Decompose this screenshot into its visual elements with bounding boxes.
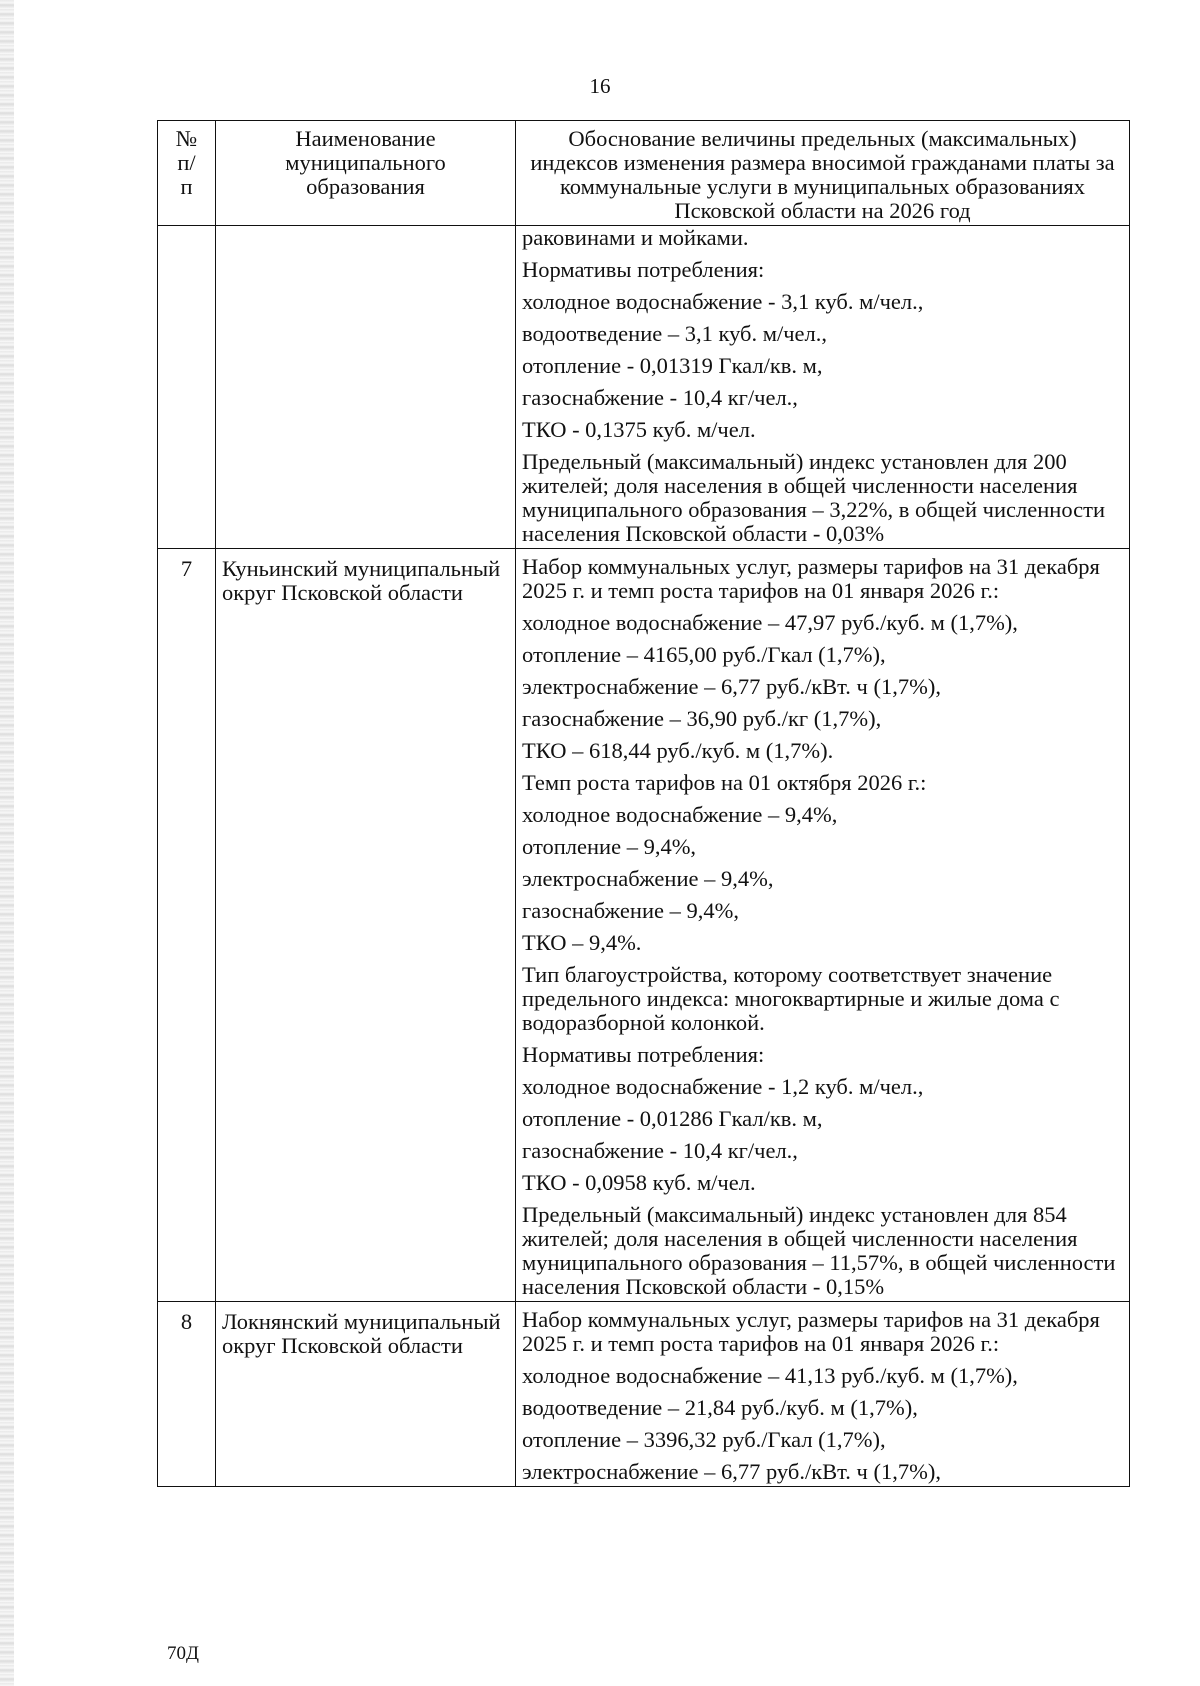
text-line: холодное водоснабжение – 9,4%, — [522, 802, 838, 827]
header-name: Наименование муниципального образования — [216, 121, 516, 226]
row-number: 8 — [158, 1302, 216, 1487]
scan-edge — [0, 0, 14, 1686]
justification-cell — [516, 1302, 1130, 1487]
text-line: холодное водоснабжение – 47,97 руб./куб. м (1,7%), — [522, 610, 1018, 635]
text-line: холодное водоснабжение – 41,13 руб./куб. м (1,7%), — [522, 1363, 1018, 1388]
text-line: ТКО – 9,4%. — [522, 930, 642, 955]
text-line: Тип благоустройства, которому соответствует значение предельного индекса: многоквартирные и жилые дома с водоразборной колонкой. — [522, 962, 1060, 1035]
text-line: электроснабжение – 6,77 руб./кВт. ч (1,7%), — [522, 1459, 941, 1484]
municipality-name: Локнянский муниципальный округ Псковской области — [216, 1302, 516, 1487]
text-line: Темп роста тарифов на 01 октября 2026 г.: — [522, 770, 927, 795]
municipality-name: Куньинский муниципальный округ Псковской области — [216, 549, 516, 1302]
text-line: ТКО - 0,1375 куб. м/чел. — [522, 417, 756, 442]
footer-code: 70Д — [167, 1643, 199, 1664]
text-line: газоснабжение – 36,90 руб./кг (1,7%), — [522, 706, 882, 731]
text-line: газоснабжение - 10,4 кг/чел., — [522, 1138, 798, 1163]
text-line: Нормативы потребления: — [522, 257, 765, 282]
text-line: электроснабжение – 6,77 руб./кВт. ч (1,7%), — [522, 674, 941, 699]
text-line: Набор коммунальных услуг, размеры тарифов на 31 декабря 2025 г. и темп роста тарифов на 01 января 2026 г.: — [522, 554, 1100, 603]
text-line: газоснабжение – 9,4%, — [522, 898, 739, 923]
text-line: газоснабжение - 10,4 кг/чел., — [522, 385, 798, 410]
header-justification: Обоснование величины предельных (максимальных) индексов изменения размера вносимой гражданами платы за коммунальные услуги в муниципальных образованиях Псковской области на 2026 год — [516, 121, 1130, 226]
table-row — [158, 549, 1130, 1302]
text-line: электроснабжение – 9,4%, — [522, 866, 774, 891]
row-number — [158, 226, 216, 549]
text-line: ТКО – 618,44 руб./куб. м (1,7%). — [522, 738, 834, 763]
justification-cell — [516, 226, 1130, 549]
justification-cell — [516, 549, 1130, 1302]
text-line: отопление - 0,01286 Гкал/кв. м, — [522, 1106, 823, 1131]
text-line: отопление – 9,4%, — [522, 834, 697, 859]
municipality-name — [216, 226, 516, 549]
table-header-row — [158, 121, 1130, 226]
text-line: отопление - 0,01319 Гкал/кв. м, — [522, 353, 823, 378]
text-line: отопление – 3396,32 руб./Гкал (1,7%), — [522, 1427, 886, 1452]
text-line: холодное водоснабжение - 1,2 куб. м/чел., — [522, 1074, 924, 1099]
text-line: Набор коммунальных услуг, размеры тарифов на 31 декабря 2025 г. и темп роста тарифов на 01 января 2026 г.: — [522, 1307, 1100, 1356]
text-line: Нормативы потребления: — [522, 1042, 765, 1067]
text-line: Предельный (максимальный) индекс установлен для 854 жителей; доля населения в общей численности населения муниципального образования – 11,57%, в общей численности населения Псковской области - 0,15% — [522, 1202, 1116, 1299]
header-num: № п/п — [158, 121, 216, 226]
table-row — [158, 1302, 1130, 1487]
text-line: водоотведение – 3,1 куб. м/чел., — [522, 321, 828, 346]
text-line: ТКО - 0,0958 куб. м/чел. — [522, 1170, 756, 1195]
text-line: водоотведение – 21,84 руб./куб. м (1,7%), — [522, 1395, 918, 1420]
row-number: 7 — [158, 549, 216, 1302]
text-line: Предельный (максимальный) индекс установлен для 200 жителей; доля населения в общей численности населения муниципального образования – 3,22%, в общей численности населения Псковской области - 0,03% — [522, 449, 1105, 546]
text-line: раковинами и мойками. — [522, 225, 749, 250]
table-row — [158, 226, 1130, 549]
page-number: 16 — [589, 74, 611, 98]
text-line: холодное водоснабжение - 3,1 куб. м/чел., — [522, 289, 924, 314]
tariff-table — [157, 120, 1130, 1487]
text-line: отопление – 4165,00 руб./Гкал (1,7%), — [522, 642, 886, 667]
